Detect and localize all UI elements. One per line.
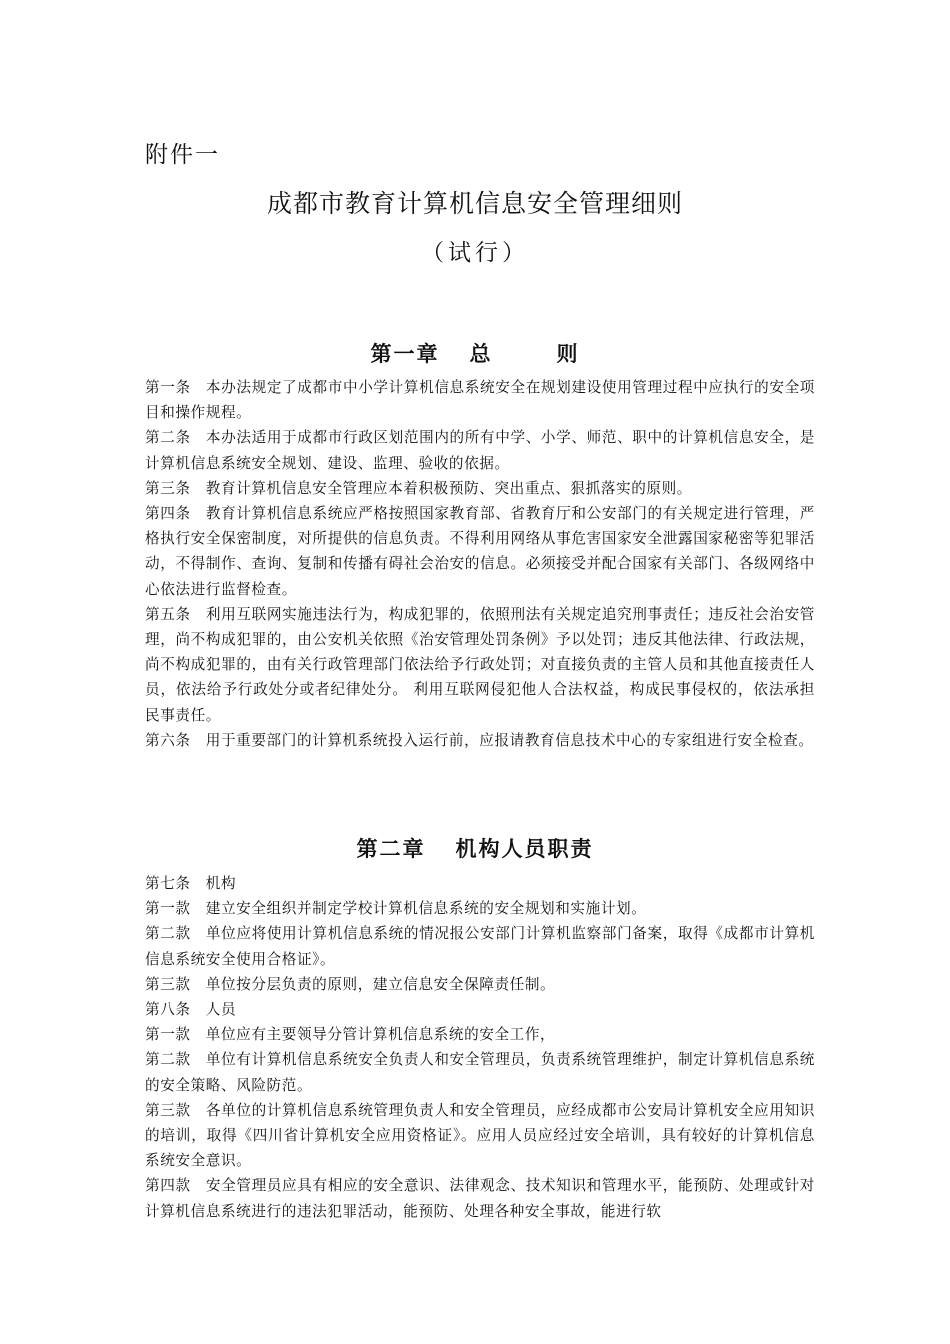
article-1: 第一条 本办法规定了成都市中小学计算机信息系统安全在规划建设使用管理过程中应执行的安全项目和操作规程。 xyxy=(145,379,815,422)
chapter-2-heading xyxy=(0,833,950,863)
document-title: 成都市教育计算机信息安全管理细则 xyxy=(266,189,683,218)
article-7-clause-1: 第一款 建立安全组织并制定学校计算机信息系统的安全规划和实施计划。 xyxy=(145,900,647,918)
article-7-clause-2: 第二款 单位应将使用计算机信息系统的情况报公安部门计算机监察部门备案，取得《成都市计算机信息系统安全使用合格证》。 xyxy=(145,925,815,968)
article-4: 第四条 教育计算机信息系统应严格按照国家教育部、省教育厅和公安部门的有关规定进行管理，严格执行安全保密制度，对所提供的信息负责。不得利用网络从事危害国家安全泄露国家秘密等犯罪活动，不得制作、查询、复制和传播有碍社会治安的信息。必须接受并配合国家有关部门、各级网络中心依法进行监督检查。 xyxy=(145,505,815,598)
article-8-clause-3: 第三款 各单位的计算机信息系统管理负责人和安全管理员，应经成都市公安局计算机安全应用知识的培训，取得《四川省计算机安全应用资格证》。应用人员应经过安全培训，具有较好的计算机信息系统安全意识。 xyxy=(145,1101,815,1170)
article-7: 第七条 机构 xyxy=(145,875,237,892)
chapter-2-name: 机构人员职责 xyxy=(455,836,594,861)
article-8-clause-4: 第四款 安全管理员应具有相应的安全意识、法律观念、技术知识和管理水平，能预防、处理或针对计算机信息系统进行的违法犯罪活动，能预防、处理各种安全事故，能进行软 xyxy=(145,1177,815,1220)
chapter-1-heading xyxy=(0,338,950,368)
chapter-1-number: 第一章 xyxy=(370,341,440,366)
article-5: 第五条 利用互联网实施违法行为，构成犯罪的，依照刑法有关规定追究刑事责任；违反社会治安管理，尚不构成犯罪的，由公安机关依照《治安管理处罚条例》予以处罚；违反其他法律、行政法规，尚不构成犯罪的，由有关行政管理部门依法给予行政处罚；对直接负责的主管人员和其他直接责任人员，依法给予行政处分或者纪律处分。 利用互联网侵犯他人合法权益，构成民事侵权的，依法承担民事责任。 xyxy=(145,605,815,724)
chapter-1-name-part2: 则 xyxy=(556,341,580,366)
attachment-label: 附件一 xyxy=(145,142,220,168)
article-8: 第八条 人员 xyxy=(145,1001,237,1019)
article-7-clause-3: 第三款 单位按分层负责的原则，建立信息安全保障责任制。 xyxy=(145,975,556,993)
article-8-clause-1: 第一款 单位应有主要领导分管计算机信息系统的安全工作， xyxy=(145,1026,556,1044)
article-6: 第六条 用于重要部门的计算机系统投入运行前，应报请教育信息技术中心的专家组进行安全检查。 xyxy=(145,731,814,749)
chapter-2-body xyxy=(145,871,815,1224)
article-8-clause-2: 第二款 单位有计算机信息系统安全负责人和安全管理员，负责系统管理维护，制定计算机信息系统的安全策略、风险防范。 xyxy=(145,1051,815,1094)
chapter-1-name-part1: 总 xyxy=(469,341,493,366)
chapter-2-number: 第二章 xyxy=(356,836,426,861)
chapter-1-body xyxy=(145,375,815,753)
document-subtitle: （试行） xyxy=(421,240,529,266)
article-3: 第三条 教育计算机信息安全管理应本着积极预防、突出重点、狠抓落实的原则。 xyxy=(145,479,692,497)
article-2: 第二条 本办法适用于成都市行政区划范围内的所有中学、小学、师范、职中的计算机信息安全，是计算机信息系统安全规划、建设、监理、验收的依据。 xyxy=(145,429,815,472)
